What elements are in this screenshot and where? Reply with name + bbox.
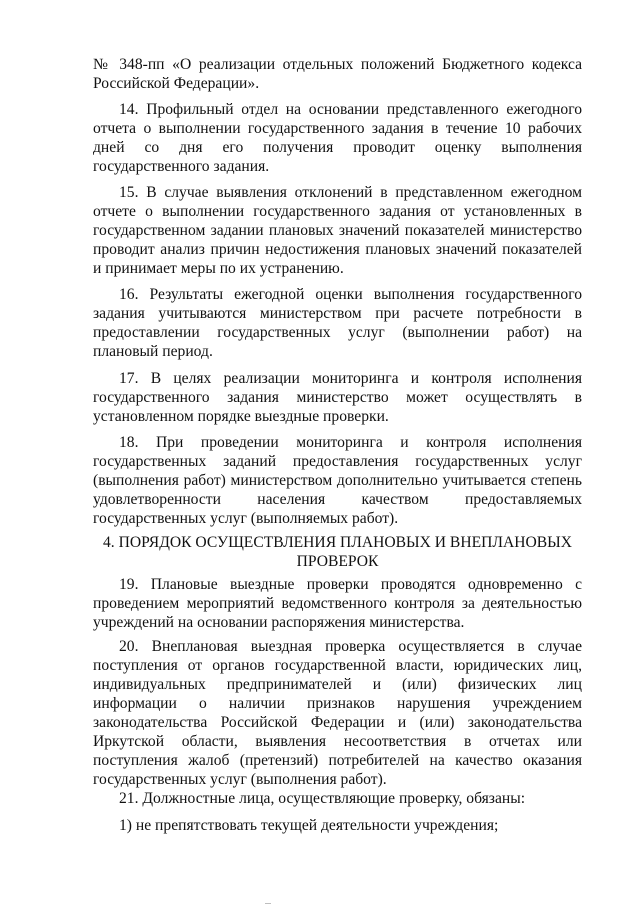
paragraph-18: 18. При проведении мониторинга и контроля исполнения государственных заданий предоставления государственных услуг (выполнения работ) министерством дополнительно учитывается степень удовлетворенности населения качеством предоставляемых государственных услуг (выполняемых работ). — [93, 434, 582, 527]
paragraph-16: 16. Результаты ежегодной оценки выполнения государственного задания учитываются министерством при расчете потребности в предоставлении государственных услуг (выполнении работ) на плановый период. — [93, 286, 582, 360]
paragraph-20: 20. Внеплановая выездная проверка осуществляется в случае поступления от органов государственной власти, юридических лиц, индивидуальных предпринимателей и (или) физических лиц информации о наличии признаков нарушения учреждением законодательства Российской Федерации и (или) законодательства Иркутской области, выявления несоответствия в отчетах или поступления жалоб (претензий) потребителей на качество оказания государственных услуг (выполнения работ). — [93, 638, 582, 788]
paragraph-19: 19. Плановые выездные проверки проводятся одновременно с проведением мероприятий ведомственного контроля за деятельностью учреждений на основании распоряжения министерства. — [93, 576, 582, 631]
paragraph-14: 14. Профильный отдел на основании представленного ежегодного отчета о выполнении государственного задания в течение 10 рабочих дней со дня его получения проводит оценку выполнения государственного задания. — [93, 101, 582, 175]
paragraph-continuation: № 348-пп «О реализации отдельных положений Бюджетного кодекса Российской Федерации». — [93, 56, 582, 92]
list-item-1: 1) не препятствовать текущей деятельности учреждения; — [119, 817, 499, 834]
paragraph-17: 17. В целях реализации мониторинга и контроля исполнения государственного задания министерство может осуществлять в установленном порядке выездные проверки. — [93, 370, 582, 425]
paragraph-15: 15. В случае выявления отклонений в представленном ежегодном отчете о выполнении государственного задания от установленных в государственном задании плановых значений показателей министерство проводит анализ причин недостижения плановых значений показателей и принимает меры по их устранению. — [93, 184, 582, 277]
page-footer-mark: ... — [265, 897, 271, 906]
paragraph-21: 21. Должностные лица, осуществляющие проверку, обязаны: — [119, 790, 526, 807]
section-heading: 4. ПОРЯДОК ОСУЩЕСТВЛЕНИЯ ПЛАНОВЫХ И ВНЕПЛАНОВЫХ ПРОВЕРОК — [102, 534, 572, 570]
